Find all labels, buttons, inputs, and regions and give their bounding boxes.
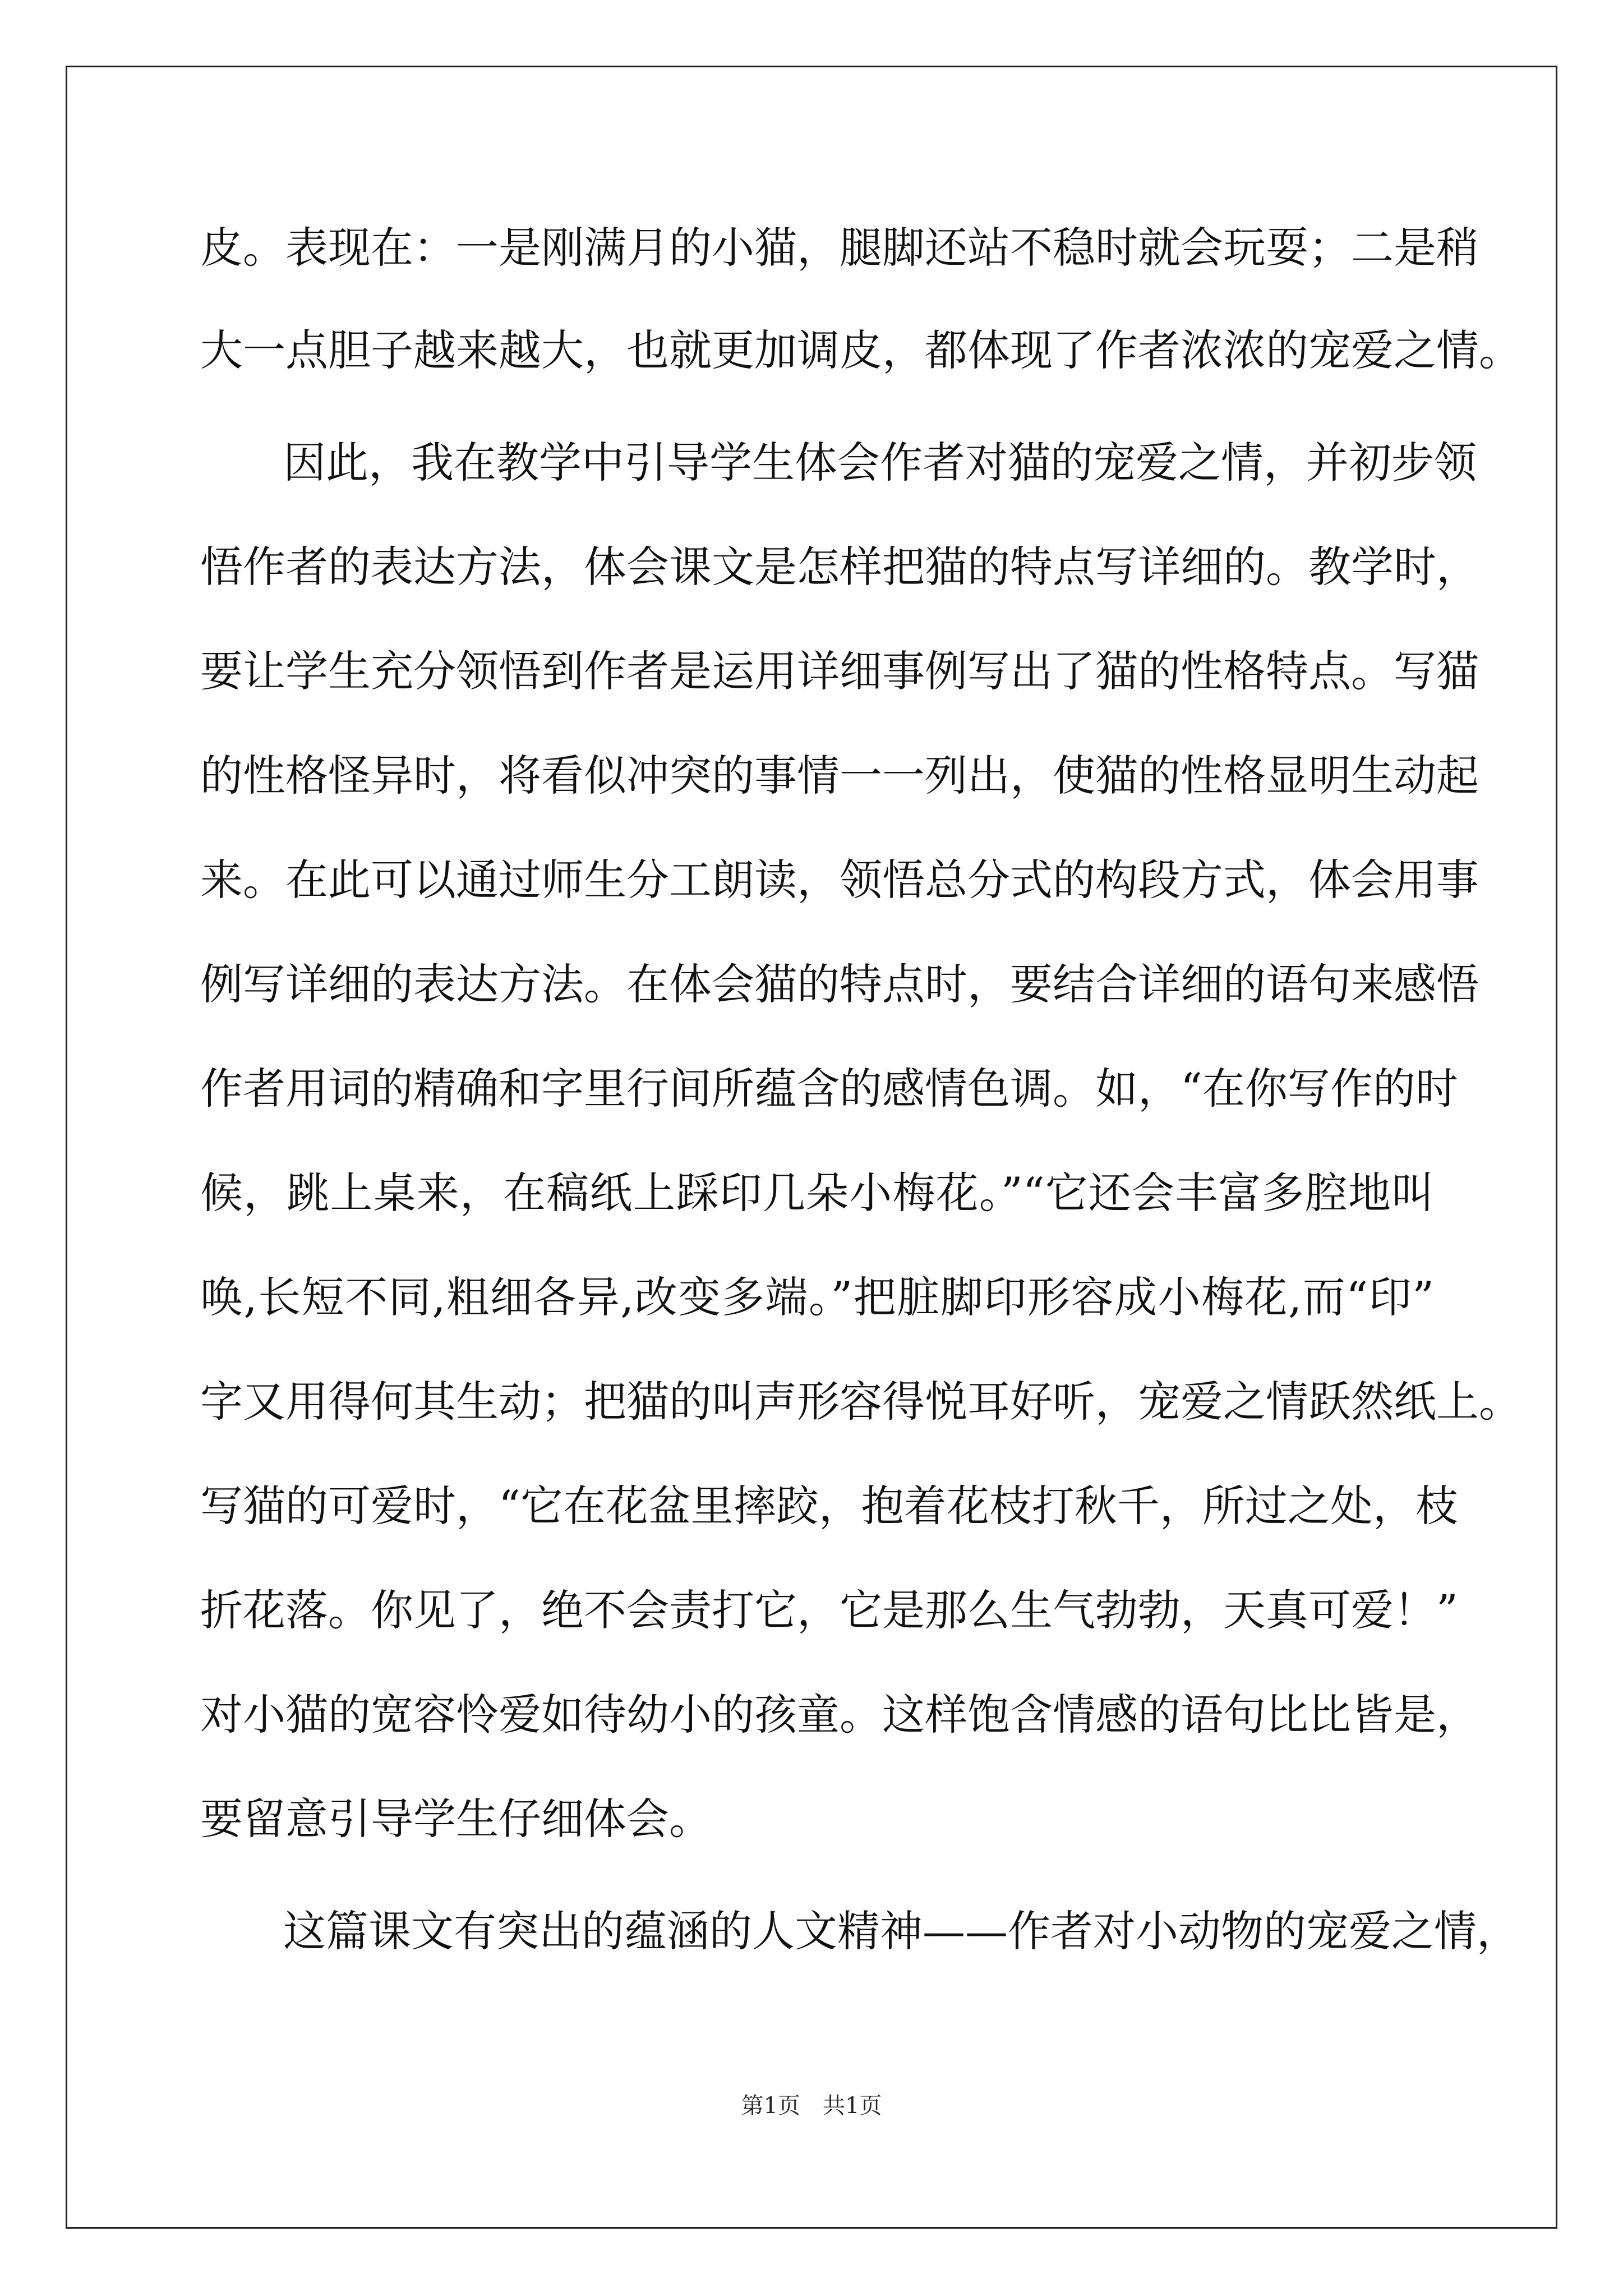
text-line: 的性格怪异时，将看似冲突的事情一一列出，使猫的性格显明生动起 [200, 751, 1479, 800]
text-line: 折花落。你见了，绝不会责打它，它是那么生气勃勃，天真可爱！” [200, 1585, 1458, 1635]
text-line: 写猫的可爱时，“它在花盆里摔跤，抱着花枝打秋千，所过之处，枝 [200, 1481, 1458, 1531]
text-line: 来。在此可以通过师生分工朗读，领悟总分式的构段方式，体会用事 [200, 855, 1479, 905]
paragraph-start-line: 这篇课文有突出的蕴涵的人文精神——作者对小动物的宠爱之情， [283, 1906, 1519, 1956]
text-line: 要让学生充分领悟到作者是运用详细事例写出了猫的性格特点。写猫 [200, 646, 1479, 696]
page-number-footer: 第1页 共1页 [741, 2093, 882, 2119]
paragraph-start-line: 因此，我在教学中引导学生体会作者对猫的宠爱之情，并初步领 [283, 438, 1477, 487]
text-line: 候，跳上桌来，在稿纸上踩印几朵小梅花。”“它还会丰富多腔地叫 [200, 1168, 1434, 1218]
text-line: 悟作者的表达方法，体会课文是怎样把猫的特点写详细的。教学时， [200, 542, 1479, 592]
text-line: 例写详细的表达方法。在体会猫的特点时，要结合详细的语句来感悟 [200, 959, 1479, 1009]
text-line: 大一点胆子越来越大，也就更加调皮，都体现了作者浓浓的宠爱之情。 [200, 325, 1521, 375]
text-line: 唤,长短不同,粗细各异,改变多端。”把脏脚印形容成小梅花,而“印” [200, 1272, 1434, 1322]
paragraph-end-line: 要留意引导学生仔细体会。 [200, 1794, 712, 1844]
text-line: 皮。表现在：一是刚满月的小猫，腿脚还站不稳时就会玩耍；二是稍 [200, 223, 1479, 273]
text-line: 作者用词的精确和字里行间所蕴含的感情色调。如，“在你写作的时 [200, 1064, 1458, 1114]
text-line: 字又用得何其生动；把猫的叫声形容得悦耳好听，宠爱之情跃然纸上。 [200, 1377, 1521, 1427]
text-line: 对小猫的宽容怜爱如待幼小的孩童。这样饱含情感的语句比比皆是， [200, 1690, 1479, 1740]
